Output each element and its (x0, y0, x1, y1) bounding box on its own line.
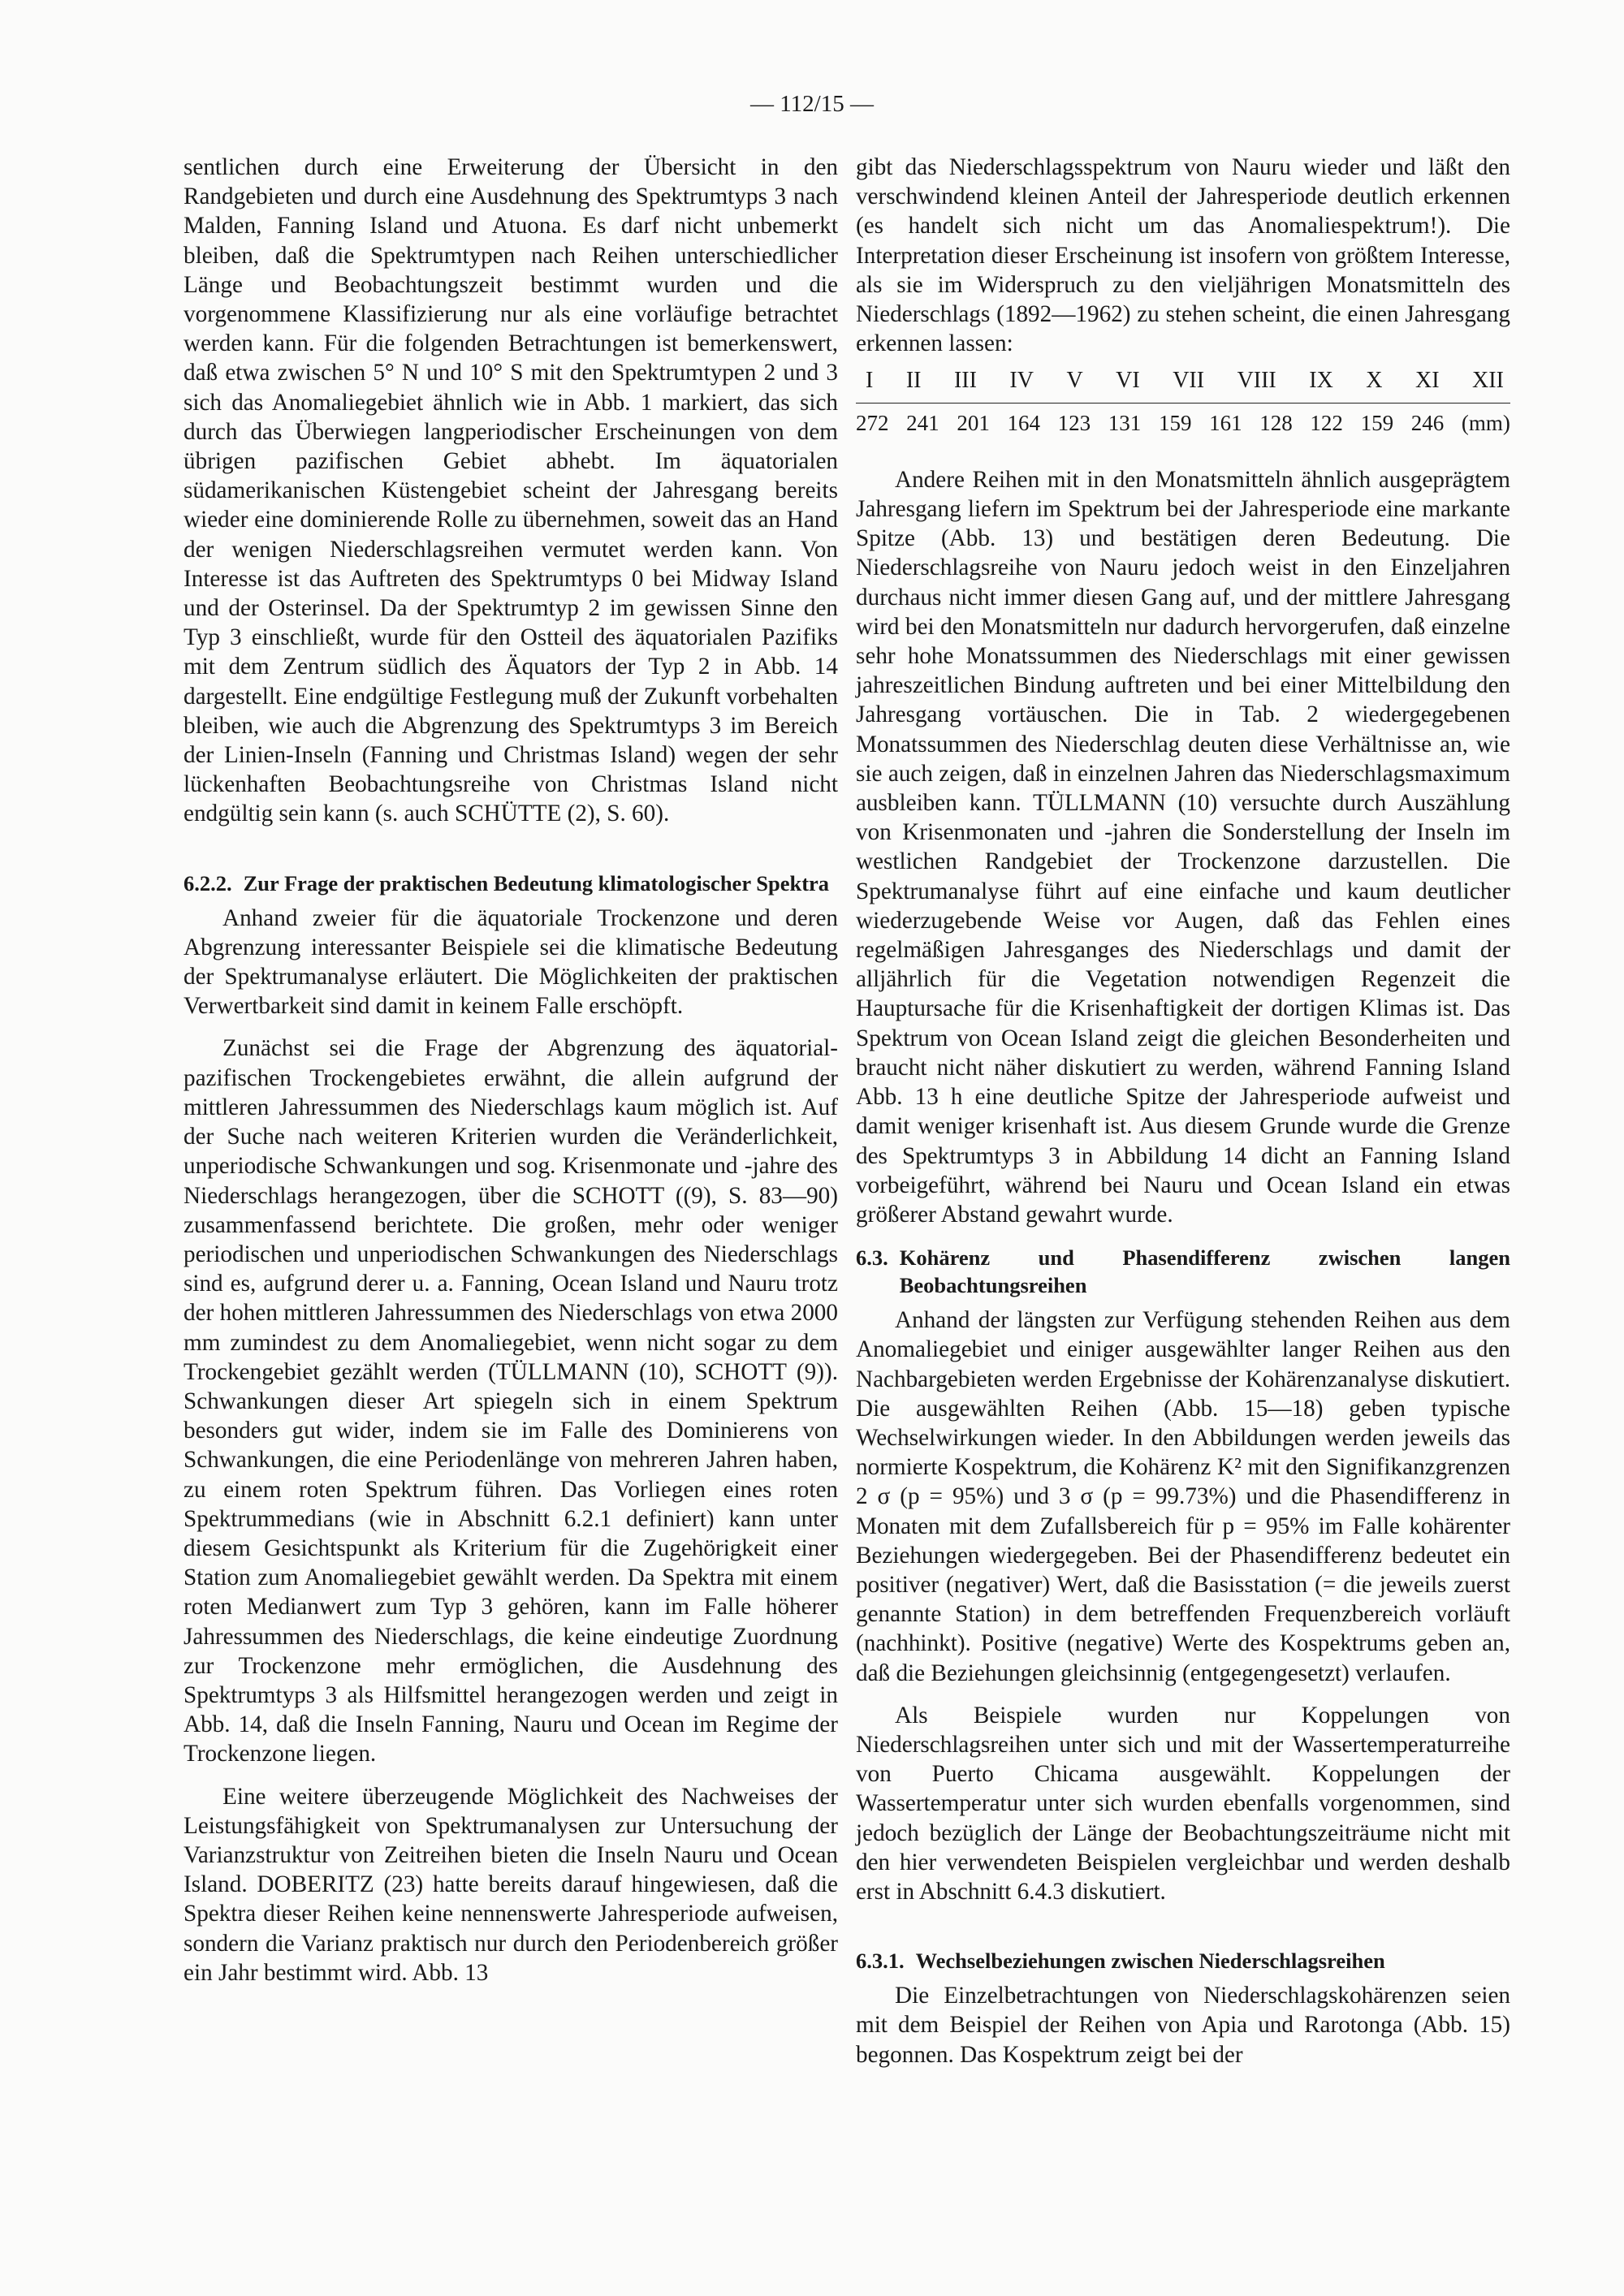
right-column (856, 153, 1510, 2069)
value-row (856, 408, 1510, 438)
value-cell: 123 (1057, 410, 1091, 435)
unit-cell: (mm) (1461, 410, 1510, 435)
paragraph: Anhand zweier für die äquatoriale Trockenzone und deren Abgrenzung interessanter Beispiele sei die klimatische Bedeutung der Spektrumanalyse erläutert. Die Möglichkeiten der praktischen Verwertbarkeit sind damit in keinem Falle erschöpft. (184, 904, 838, 1020)
month-cell: II (905, 368, 922, 394)
value-cell: 122 (1310, 410, 1343, 435)
section-heading (184, 870, 838, 897)
section-title: Wechselbeziehungen zwischen Niederschlagsreihen (915, 1949, 1385, 1974)
paragraph: Eine weitere überzeugende Möglichkeit des Nachweises der Leistungsfähigkeit von Spektrumanalysen zur Untersuchung der Varianzstruktur von Zeitreihen bieten die Inseln Nauru und Ocean Island. DOBERITZ (23) hatte bereits darauf hingewiesen, daß die Spektra dieser Reihen keine nennenswerte Jahresperiode aufweisen, sondern die Varianz praktisch nur durch den Periodenbereich größer ein Jahr bestimmt wird. Abb. 13 (184, 1783, 838, 1986)
value-cell: 241 (906, 410, 939, 435)
value-cell: 164 (1007, 410, 1040, 435)
month-cell: IV (1009, 368, 1034, 394)
month-cell: I (866, 368, 874, 394)
section-heading (856, 1947, 1510, 1974)
paragraph: Anhand der längsten zur Verfügung stehenden Reihen aus dem Anomaliegebiet und einiger ausgewählter langer Reihen aus den Nachbargebieten werden Ergebnisse der Kohärenzanalyse diskutiert. Die ausgewählten Reihen (Abb. 15—18) geben typische Wechselwirkungen wieder. In den Abbildungen werden jeweils das normierte Kospektrum, die Kohärenz K² mit den Signifikanzgrenzen 2 σ (p = 95%) und 3 σ (p = 99.73%) und die Phasendifferenz in Monaten mit dem Zufallsbereich für p = 95% im Falle kohärenter Beziehungen wiedergegeben. Bei der Phasendifferenz bedeutet ein positiver (negativer) Wert, daß die Basisstation (= die jeweils zuerst genannte Station) in dem betreffenden Frequenzbereich vorläuft (nachhinkt). Positive (negative) Werte des Kospektrums geben an, daß die Beziehungen gleichsinnig (entgegengesetzt) verlaufen. (856, 1307, 1510, 1686)
section-number: 6.2.2. (184, 870, 232, 896)
value-cell: 159 (1360, 410, 1394, 435)
page-number: — 112/15 — (750, 91, 874, 117)
value-cell: 131 (1108, 410, 1142, 435)
paragraph: sentlichen durch eine Erweiterung der Übersicht in den Randgebieten und durch eine Ausdehnung des Spektrumtyps 3 nach Malden, Fanning Island und Atuona. Es darf nicht unbemerkt bleiben, daß die Spektrumtypen nach Reihen unterschiedlicher Länge und Beobachtungszeit bestimmt wurden und die vorgenommene Klassifizierung nur als eine vorläufige betrachtet werden kann. Für die folgenden Betrachtungen ist bemerkenswert, daß etwa zwischen 5° N und 10° S mit den Spektrumtypen 2 und 3 sich das Anomaliegebiet ähnlich wie in Abb. 1 markiert, das sich durch das Überwiegen langperiodischer Erscheinungen von dem übrigen pazifischen Gebiet abhebt. Im äquatorialen südamerikanischen Küstengebiet scheint der Jahresgang bereits wieder eine dominierende Rolle zu übernehmen, soweit das an Hand der wenigen Niederschlagsreihen vermutet werden kann. Von Interesse ist das Auftreten des Spektrumtyps 0 bei Midway Island und der Osterinsel. Da der Spektrumtyp 2 im gewissen Sinne den Typ 3 einschließt, wurde für den Ostteil des äquatorialen Pazifiks mit dem Zentrum südlich des Äquators der Typ 2 in Abb. 14 dargestellt. Eine endgültige Festlegung muß der Zukunft vorbehalten bleiben, wie auch die Abgrenzung des Spektrumtyps 3 im Bereich der Linien-Inseln (Fanning und Christmas Island) wegen der sehr lückenhaften Beobachtungsreihe von Christmas Island nicht endgültig sein kann (s. auch SCHÜTTE (2), S. 60). (184, 154, 838, 827)
month-cell: VII (1173, 368, 1205, 394)
month-cell: XI (1415, 368, 1440, 394)
table-rule (856, 403, 1510, 404)
value-cell: 272 (856, 410, 889, 435)
month-cell: IX (1309, 368, 1333, 394)
section-heading (856, 1244, 1510, 1299)
section-number: 6.3.1. (856, 1949, 905, 1974)
precipitation-table (856, 366, 1510, 437)
value-cell: 128 (1259, 410, 1293, 435)
month-cell: X (1366, 368, 1383, 394)
section-title: Zur Frage der praktischen Bedeutung klimatologischer Spektra (243, 870, 830, 896)
month-cell: VIII (1237, 368, 1276, 394)
left-column (184, 153, 838, 1987)
value-cell: 159 (1158, 410, 1192, 435)
value-cell: 246 (1410, 410, 1445, 435)
paragraph: Die Einzelbetrachtungen von Niederschlagskohärenzen seien mit dem Beispiel der Reihen von Apia und Rarotonga (Abb. 15) begonnen. Das Kospektrum zeigt bei der (856, 1983, 1510, 2068)
month-cell: XII (1472, 368, 1504, 394)
paragraph: Zunächst sei die Frage der Abgrenzung des äquatorial-pazifischen Trockengebietes erwähnt, die allein aufgrund der mittleren Jahressummen des Niederschlags kaum möglich ist. Auf der Suche nach weiteren Kriterien wurden die Veränderlichkeit, unperiodische Schwankungen und sog. Krisenmonate und -jahre des Niederschlags herangezogen, über die SCHOTT ((9), S. 83—90) zusammenfassend berichtete. Die großen, mehr oder weniger periodischen und unperiodischen Schwankungen des Niederschlags sind es, aufgrund derer u. a. Fanning, Ocean Island und Nauru trotz der hohen mittleren Jahressummen des Niederschlags von etwa 2000 mm zumindest zu dem Anomaliegebiet, wenn nicht sogar zu dem Trockengebiet gezählt werden (TÜLLMANN (10), SCHOTT (9)). Schwankungen dieser Art spiegeln sich in einem Spektrum besonders gut wider, indem sie im Falle des Dominierens von Schwankungen, die eine Periodenlänge von mehreren Jahren haben, zu einem roten Spektrum führen. Das Vorliegen eines roten Spektrummedians (wie in Abschnitt 6.2.1 definiert) kann unter diesem Gesichtspunkt als Kriterium für die Zugehörigkeit einer Station zum Anomaliegebiet gewählt werden. Da Spektra mit einem roten Medianwert zum Typ 3 gehören, kann im Falle höherer Jahressummen des Niederschlags, die keine eindeutige Zuordnung zur Trockenzone mehr ermöglichen, die Ausdehnung des Spektrumtyps 3 als Hilfsmittel herangezogen werden und zeigt in Abb. 14, daß die Inseln Fanning, Nauru und Ocean im Regime der Trockenzone liegen. (184, 1035, 838, 1767)
month-cell: III (953, 368, 977, 394)
paragraph: Als Beispiele wurden nur Koppelungen von Niederschlagsreihen unter sich und mit der Wassertemperaturreihe von Puerto Chicama ausgewählt. Koppelungen der Wassertemperatur unter sich wurden ebenfalls vorgenommen, sind jedoch bezüglich der Länge der Beobachtungszeiträume nicht mit den hier verwendeten Beispielen vergleichbar und werden deshalb erst in Abschnitt 6.4.3 diskutiert. (856, 1702, 1510, 1905)
month-cell: V (1066, 368, 1083, 394)
value-cell: 161 (1209, 410, 1242, 435)
month-header-row (856, 366, 1510, 399)
section-number: 6.3. (856, 1245, 888, 1271)
paragraph: gibt das Niederschlagsspektrum von Nauru wieder und läßt den verschwindend kleinen Anteil der Jahresperiode deutlich erkennen (es handelt sich nicht um das Anomaliespektrum!). Die Interpretation dieser Erscheinung ist insofern von größtem Interesse, als sie im Widerspruch zu den vieljährigen Monatsmitteln des Niederschlags (1892—1962) zu stehen scheint, die einen Jahresgang erkennen lassen: (856, 154, 1510, 357)
paragraph: Andere Reihen mit in den Monatsmitteln ähnlich ausgeprägtem Jahresgang liefern im Spektrum bei der Jahresperiode eine markante Spitze (Abb. 13) und bestätigen deren Bedeutung. Die Niederschlagsreihe von Nauru jedoch weist in den Einzeljahren durchaus nicht immer diesen Gang auf, und der mittlere Jahresgang wird bei den Monatsmitteln nur dadurch hervorgerufen, daß einzelne sehr hohe Monatssummen des Niederschlags mit einer gewissen jahreszeitlichen Bindung auftreten und bei einer Mittelbildung den Jahresgang vortäuschen. Die in Tab. 2 wiedergegebenen Monatssummen des Niederschlag deuten diese Verhältnisse an, wie sie auch zeigen, daß in einzelnen Jahren das Niederschlagsmaximum ausbleiben kann. TÜLLMANN (10) versuchte durch Auszählung von Krisenmonaten und -jahren die Sonderstellung der Inseln im westlichen Randgebiet der Trockenzone darzustellen. Die Spektrumanalyse führt auf eine einfache und kaum deutlicher wiederzugebende Weise vor Augen, daß das Fehlen eines regelmäßigen Jahresganges des Niederschlags und damit der alljährlich für die Vegetation notwendigen Regenzeit die Hauptursache für die Krisenhaftigkeit der dortigen Klimas ist. Das Spektrum von Ocean Island zeigt die gleichen Besonderheiten und braucht nicht näher diskutiert zu werden, während Fanning Island Abb. 13 h eine deutliche Spitze der Jahresperiode aufweist und damit weniger krisenhaft ist. Aus diesem Grunde wurde die Grenze des Spektrumtyps 3 in Abbildung 14 dicht an Fanning Island vorbeigeführt, während bei Nauru und Ocean Island ein etwas größerer Abstand gewahrt wurde. (856, 466, 1510, 1228)
section-title: Kohärenz und Phasendifferenz zwischen langen Beobachtungsreihen (899, 1245, 1510, 1298)
value-cell: 201 (957, 410, 990, 435)
month-cell: VI (1116, 368, 1140, 394)
